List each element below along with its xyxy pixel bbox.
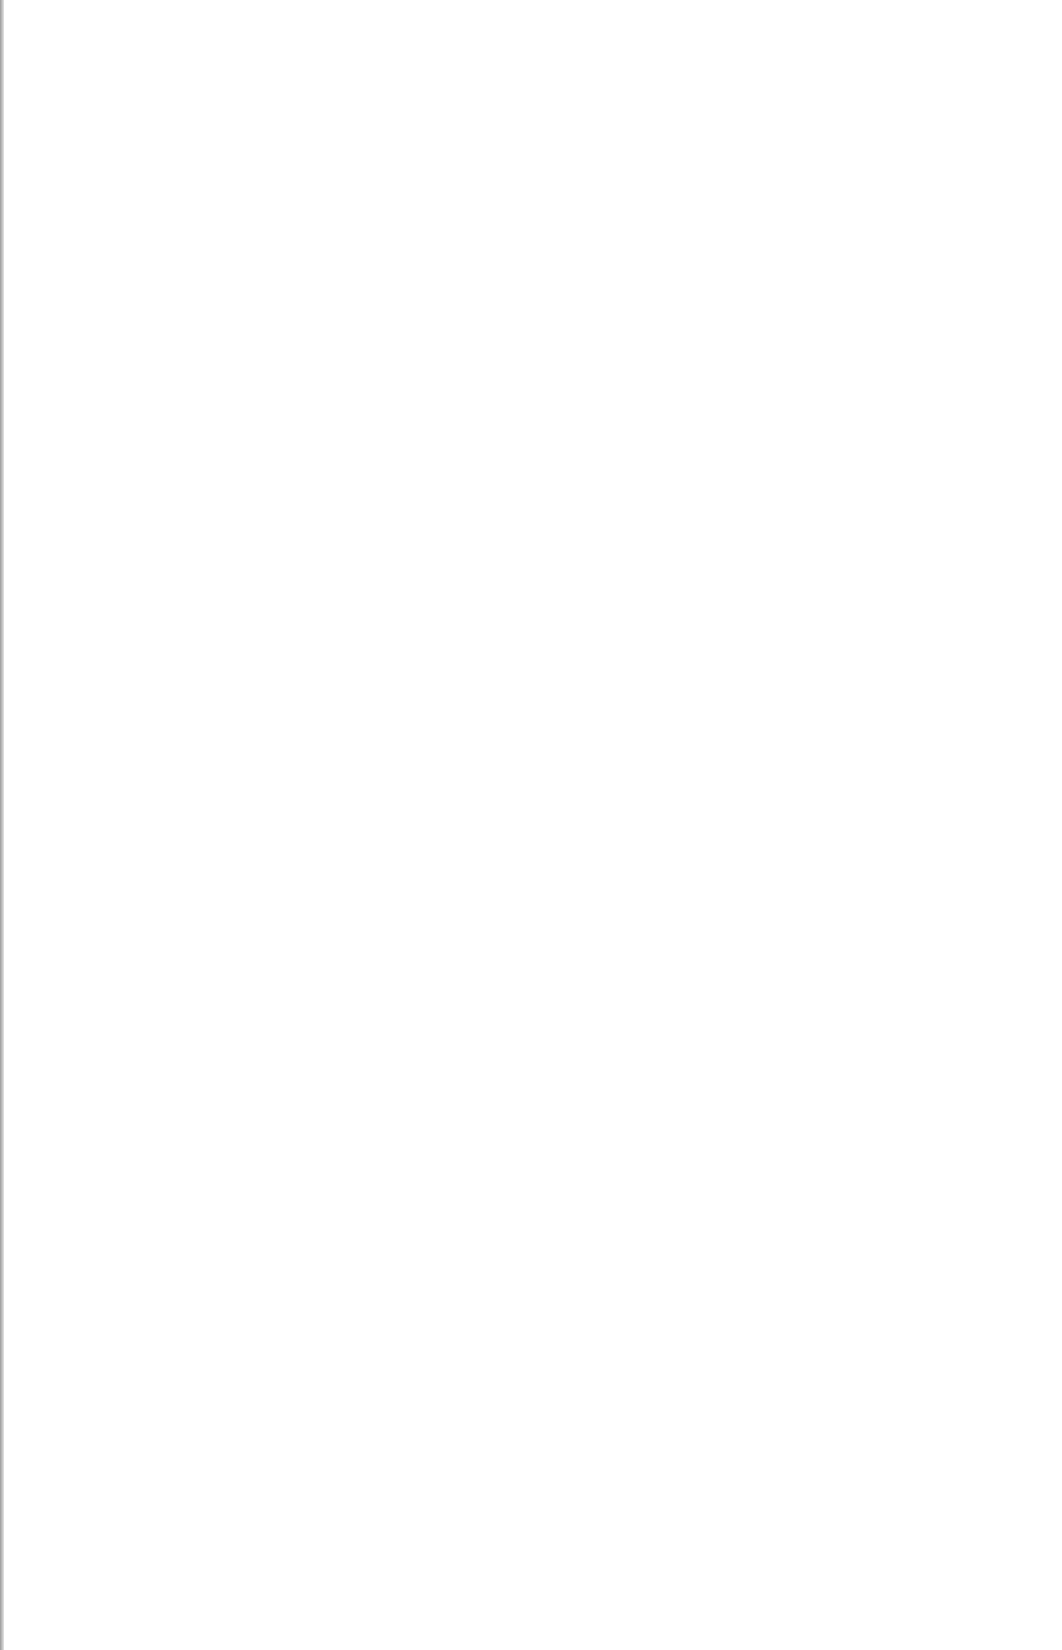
- in-memoriam-box: [240, 1038, 870, 1586]
- scan-page-edge: [0, 0, 4, 1650]
- diamond-ornament-border: [240, 1038, 870, 1586]
